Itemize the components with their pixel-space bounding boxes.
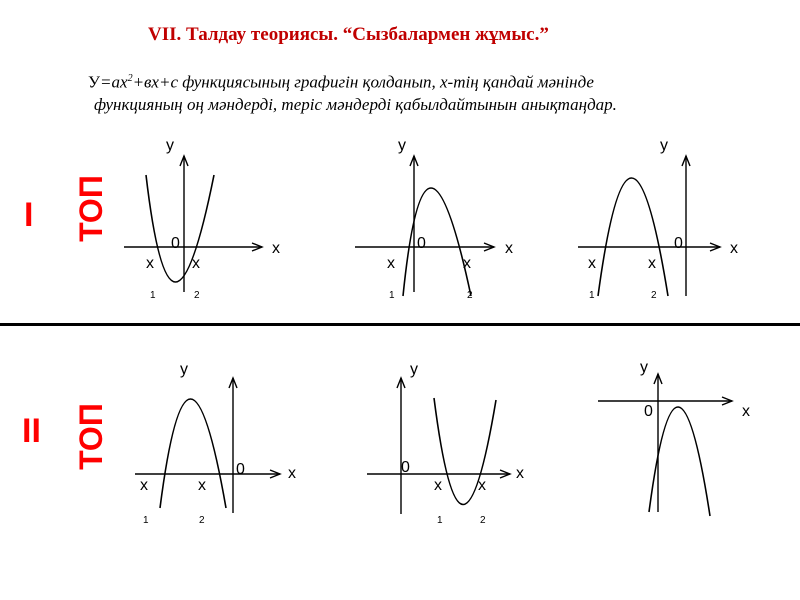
root-label-x2: х [192, 255, 200, 272]
graph-4 [135, 361, 296, 526]
root-subscript-2: 2 [467, 290, 473, 301]
task-line-2: функцияның оң мәндерді, теріс мәндерді қабылдайтынын анықтаңдар. [94, 94, 617, 114]
task-eq-part2: +вх+с функциясының графигін қолданып, х-тің қандай мәнінде [132, 72, 594, 92]
root-subscript-2: 2 [480, 515, 486, 526]
parabola-curve [146, 175, 214, 282]
y-axis-label: у [398, 137, 406, 154]
root-subscript-2: 2 [194, 290, 200, 301]
root-label-x2: х [198, 477, 206, 494]
x-axis-label: х [272, 240, 280, 257]
root-label-x1: х [140, 477, 148, 494]
group-1-number: I [24, 196, 34, 234]
root-label-x1: х [588, 255, 596, 272]
group-2-word: ТОП [72, 403, 109, 470]
x-axis-label: х [730, 240, 738, 257]
parabola-curve [403, 188, 471, 296]
parabola-curve [160, 399, 226, 508]
y-axis-label: у [660, 137, 668, 154]
origin-label: 0 [417, 235, 426, 252]
graph-1 [124, 137, 280, 301]
parabola-curve [598, 178, 668, 296]
root-label-x2: х [648, 255, 656, 272]
root-subscript-2: 2 [651, 290, 657, 301]
root-subscript-2: 2 [199, 515, 205, 526]
slide-title: VII. Талдау теориясы. “Сызбалармен жұмыс.” [148, 24, 549, 45]
parabola-curve [434, 398, 496, 505]
origin-label: 0 [674, 235, 683, 252]
root-label-x1: х [434, 477, 442, 494]
root-label-x1: х [387, 255, 395, 272]
graph-2 [355, 137, 513, 301]
group-2-number: II [22, 412, 41, 450]
group-1-word: ТОП [72, 175, 109, 242]
x-axis-label: х [516, 465, 524, 482]
task-exponent: 2 [127, 73, 133, 84]
x-axis-label: х [742, 403, 750, 420]
task-y-prefix: У [88, 72, 101, 92]
origin-label: 0 [236, 461, 245, 478]
root-subscript-1: 1 [143, 515, 149, 526]
origin-label: 0 [171, 235, 180, 252]
y-axis-label: у [640, 359, 648, 376]
root-subscript-1: 1 [437, 515, 443, 526]
root-subscript-1: 1 [589, 290, 595, 301]
y-axis-label: у [166, 137, 174, 154]
root-subscript-1: 1 [150, 290, 156, 301]
root-label-x2: х [463, 255, 471, 272]
root-subscript-1: 1 [389, 290, 395, 301]
task-eq-part1: =ах [100, 72, 128, 92]
y-axis-label: у [180, 361, 188, 378]
x-axis-label: х [288, 465, 296, 482]
origin-label: 0 [401, 459, 410, 476]
origin-label: 0 [644, 403, 653, 420]
root-label-x2: х [478, 477, 486, 494]
root-label-x1: х [146, 255, 154, 272]
x-axis-label: х [505, 240, 513, 257]
y-axis-label: у [410, 361, 418, 378]
graph-3 [578, 137, 738, 301]
graph-5 [367, 361, 524, 526]
graph-6 [598, 359, 750, 516]
